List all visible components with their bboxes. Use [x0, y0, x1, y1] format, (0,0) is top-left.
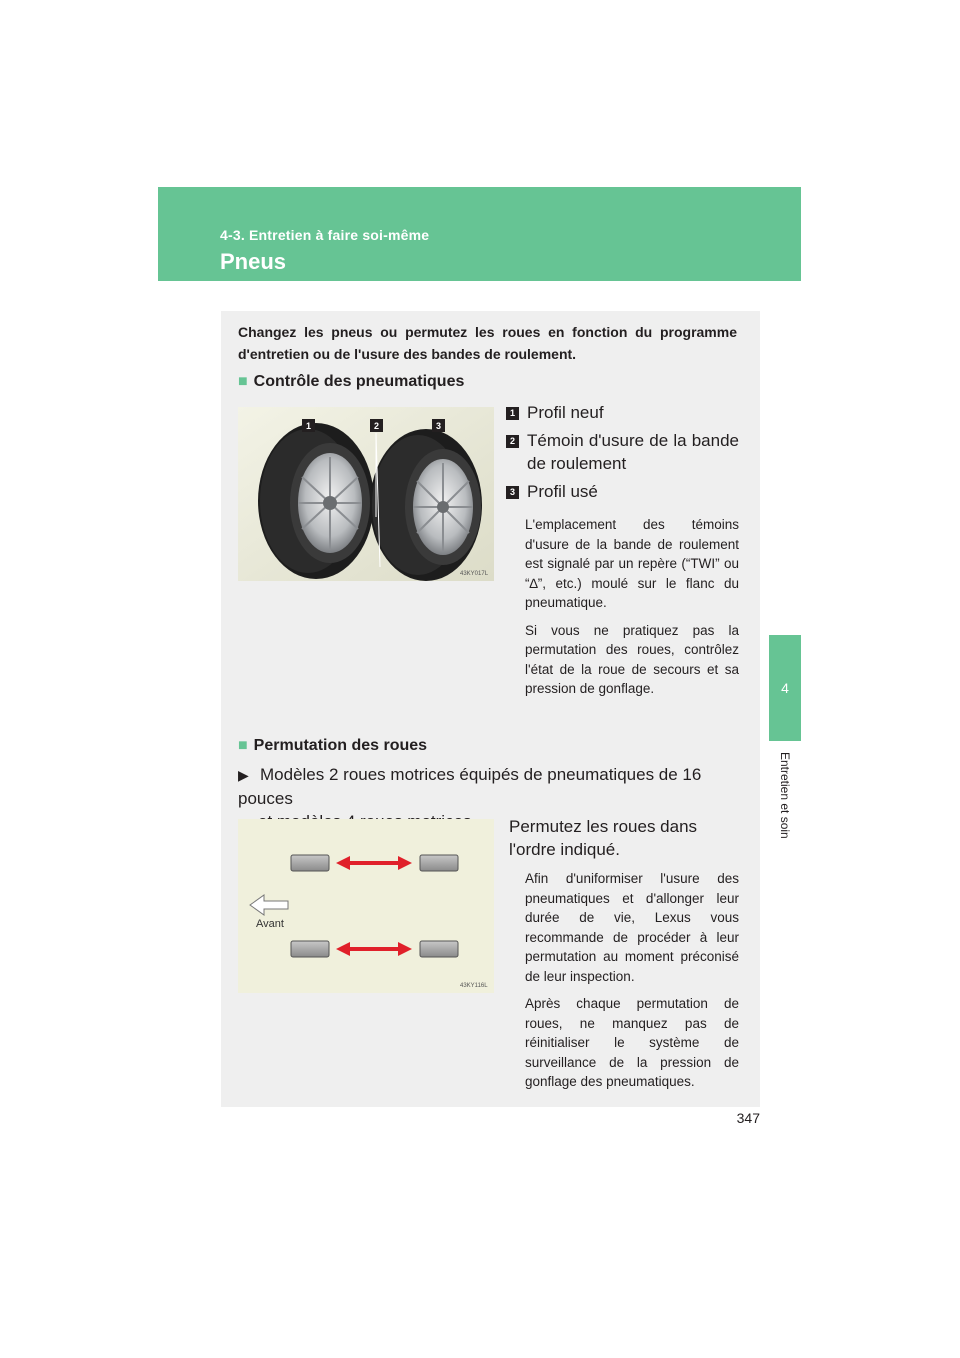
image-code: 43KY116L: [460, 983, 488, 989]
note-text: L'emplacement des témoins d'usure de la bande de roulement est signalé par un repère (“TWI” ou “∆”, etc.) moulé sur le flanc du pneumatique.: [525, 517, 739, 610]
section-header: [158, 187, 801, 281]
note-text: Afin d'uniformiser l'usure des pneumatiques et d'allonger leur durée de vie, Lexus vous recommande de procéder à leur permutation au moment préconisé de leur inspection.: [525, 871, 739, 984]
rotation-instruction: Permutez les roues dans l'ordre indiqué.: [509, 817, 698, 859]
rotation-heading: ■ Permutation des roues: [238, 737, 428, 754]
callout-item: 1 Profil neuf: [507, 401, 739, 424]
chapter-number: 4: [781, 680, 789, 696]
tire-callouts: [507, 401, 739, 707]
rotation-text: [509, 815, 739, 1100]
front-right-tire: [420, 855, 458, 871]
tire-wear-photo: [238, 407, 494, 581]
callout-number: 2: [506, 435, 519, 448]
callout-number: 1: [506, 407, 519, 420]
rear-left-tire: [291, 941, 329, 957]
section-label: 4-3. Entretien à faire soi-même: [220, 227, 430, 243]
front-label: Avant: [256, 918, 284, 930]
intro-text: Changez les pneus ou permutez les roues en fonction du programme d'entretien ou de l'usure des bandes de roulement.: [238, 324, 737, 362]
content-panel: [221, 311, 760, 1107]
triangle-bullet-icon: ▶: [238, 767, 249, 783]
note-text: Après chaque permutation de roues, ne manquez pas de réinitialiser le système de surveillance de la pression de gonflage des pneumatiques.: [525, 996, 739, 1089]
note-text: Si vous ne pratiquez pas la permutation des roues, contrôlez l'état de la roue de secours et sa pression de gonflage.: [525, 622, 739, 696]
rear-right-tire: [420, 941, 458, 957]
rotation-diagram: [238, 819, 494, 993]
front-left-tire: [291, 855, 329, 871]
callout-2-marker: 2: [373, 421, 380, 431]
tire-check-heading: ■ Contrôle des pneumatiques: [238, 373, 465, 390]
square-bullet-icon: ■: [238, 373, 248, 390]
callout-item: 3 Profil usé: [507, 480, 739, 503]
image-code: 43KY017L: [460, 571, 489, 577]
chapter-label: Entretien et soin: [778, 752, 792, 839]
chapter-tab[interactable]: [769, 635, 801, 741]
callout-number: 3: [506, 486, 519, 499]
page-title: Pneus: [220, 249, 287, 274]
callout-item: 2 Témoin d'usure de la bande de roulement: [507, 429, 739, 475]
square-bullet-icon: ■: [238, 737, 248, 754]
callout-3-marker: 3: [435, 421, 442, 431]
model-bullet: ▶ Modèles 2 roues motrices équipés de pneumatiques de 16 pouces: [238, 765, 702, 808]
callout-1-marker: 1: [305, 421, 312, 431]
page-number: 347: [736, 1110, 760, 1126]
